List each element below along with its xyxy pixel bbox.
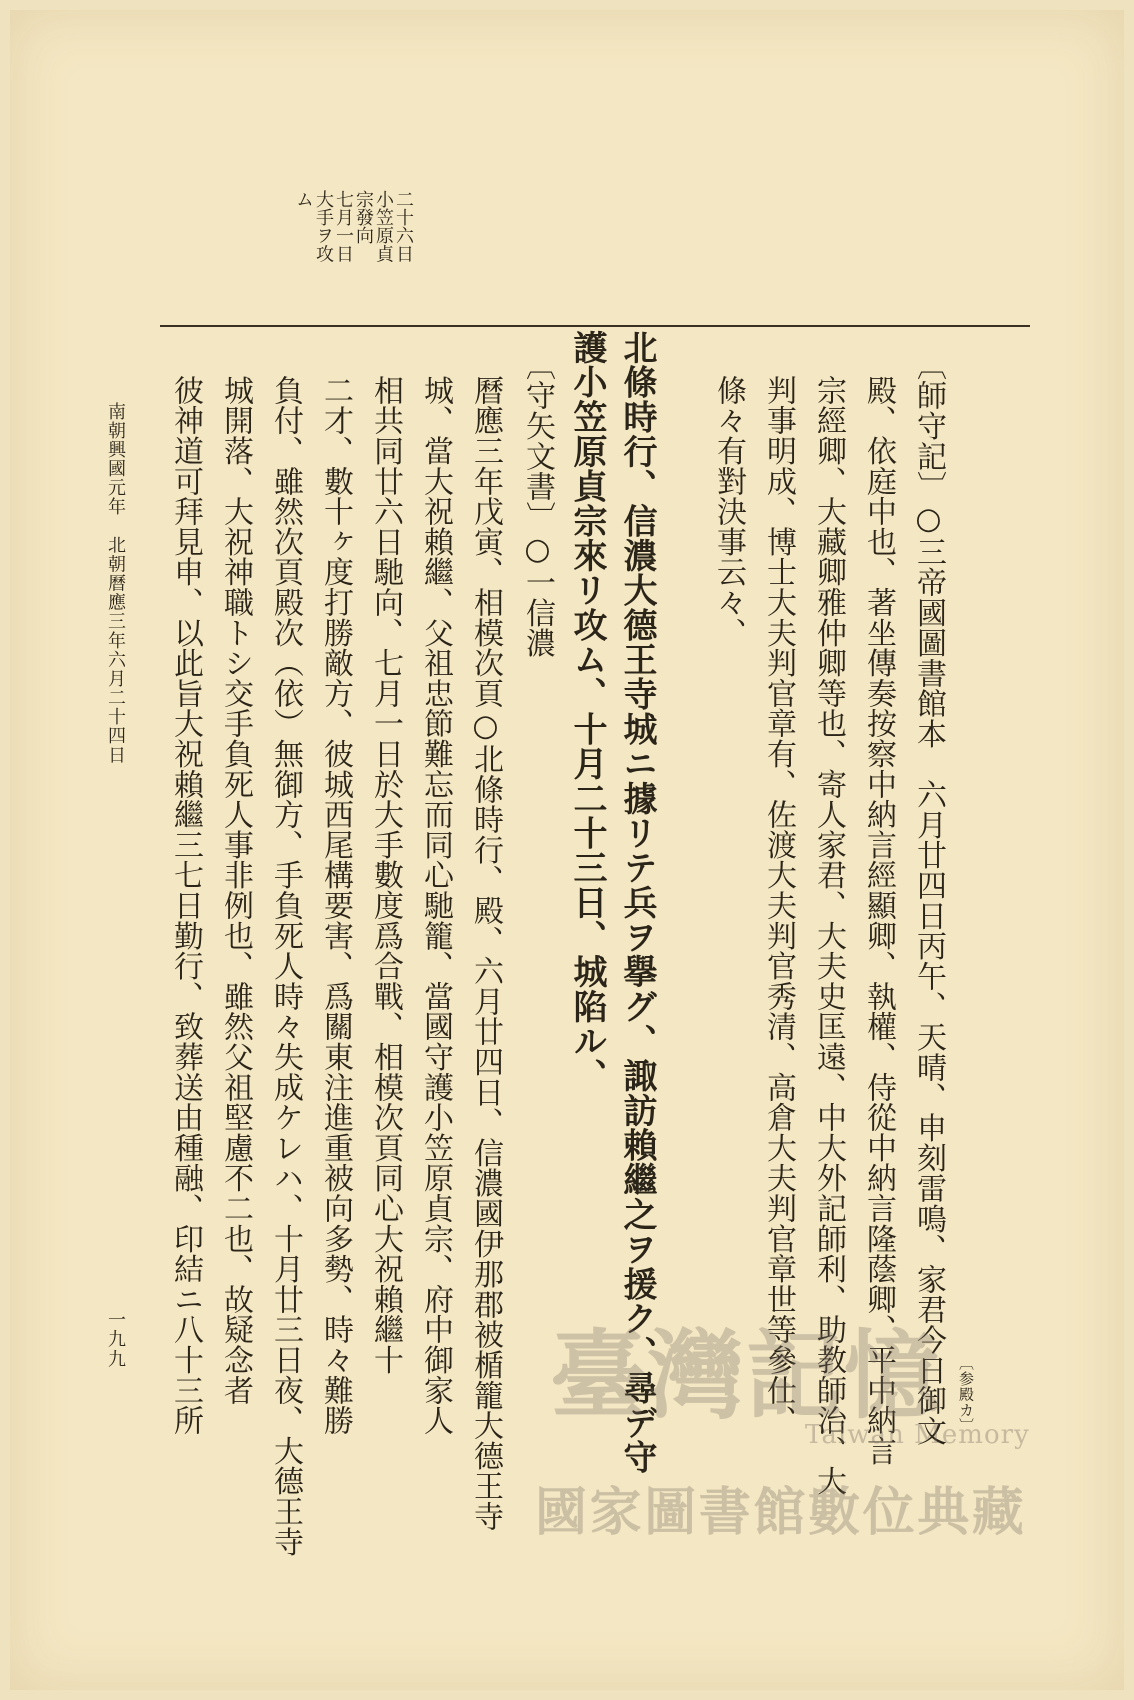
top-note-line-5: 大手ヲ攻 bbox=[313, 190, 334, 263]
text-column-7: 城、當大祝賴繼、父祖忠節難忘而同心馳籠、當國守護小笠原貞宗、府中御家人 bbox=[418, 375, 453, 1436]
watermark-english: Taiwan Memory bbox=[805, 1420, 1030, 1450]
top-note-line-4: 七月一日 bbox=[333, 190, 354, 263]
document-page bbox=[10, 10, 1124, 1690]
watermark-logo: 臺灣記憶 bbox=[550, 1319, 942, 1432]
text-column-10: 負付、雖然次頁殿次（依）無御方、手負死人時々失成ケレハ、十月廿三日夜、大德王寺 bbox=[268, 375, 303, 1557]
text-column-4: 判事明成、博士大夫判官章有、佐渡大夫判官秀清、高倉大夫判官章世等參仕、 bbox=[761, 375, 796, 1436]
text-column-3: 宗經卿、大藏卿雅仲卿等也、寄人家君、大夫史匡遠、中大外記師利、助教師治、大 bbox=[811, 375, 846, 1497]
text-column-1: 〔師守記〕○三帝國圖書館本 六月廿四日丙午、天晴、申刻雷鳴、家君今日御文 bbox=[911, 350, 946, 1446]
text-column-2: 殿、依庭中也、著坐傳奏按察中納言經顯卿、執權、侍從中納言隆蔭卿、平中納言 bbox=[861, 375, 896, 1466]
text-column-12: 彼神道可拜見申、以此旨大祝賴繼三七日勤行、致葬送由種融、印結ニ八十三所 bbox=[168, 375, 203, 1436]
source-title: 〔守矢文書〕○一信濃 bbox=[520, 350, 555, 658]
top-note-line-3: 宗發向 bbox=[353, 190, 374, 245]
page-number: 一九九 bbox=[105, 1310, 126, 1370]
side-note: 〔参殿カ〕 bbox=[957, 1355, 975, 1434]
text-column-6: 曆應三年戊寅、相模次頁○北條時行、殿、六月廿四日、信濃國伊那郡被楯籠大德王寺 bbox=[468, 375, 503, 1532]
text-column-9: 二才、數十ヶ度打勝敵方、彼城西尾構要害、爲關東注進重被向多勢、時々難勝 bbox=[318, 375, 353, 1436]
footer-era-label: 南朝興國元年 北朝曆應三年六月二十四日 bbox=[105, 402, 126, 765]
top-note-line-6: ム bbox=[293, 190, 314, 209]
watermark-org: 國家圖書館數位典藏 bbox=[535, 1482, 1027, 1543]
top-note-line-2: 小笠原貞 bbox=[373, 190, 394, 263]
text-column-11: 城開落、大祝神職トシ交手負死人事非例也、雖然父祖堅慮不二也、故疑念者 bbox=[218, 375, 253, 1406]
header-rule bbox=[160, 325, 1030, 327]
heading-column-2: 護小笠原貞宗來リ攻ム、十月二十三日、城陷ル、 bbox=[567, 330, 607, 1093]
text-column-8: 相共同廿六日馳向、七月一日於大手數度爲合戰、相模次頁同心大祝賴繼十 bbox=[368, 375, 403, 1375]
top-note-line-1: 二十六日 bbox=[393, 190, 414, 263]
heading-column-1: 北條時行、信濃大德王寺城ニ據リテ兵ヲ擧グ、諏訪賴繼之ヲ援ク、尋デ守 bbox=[617, 330, 657, 1475]
text-column-5: 條々有對決事云々、 bbox=[711, 375, 746, 648]
